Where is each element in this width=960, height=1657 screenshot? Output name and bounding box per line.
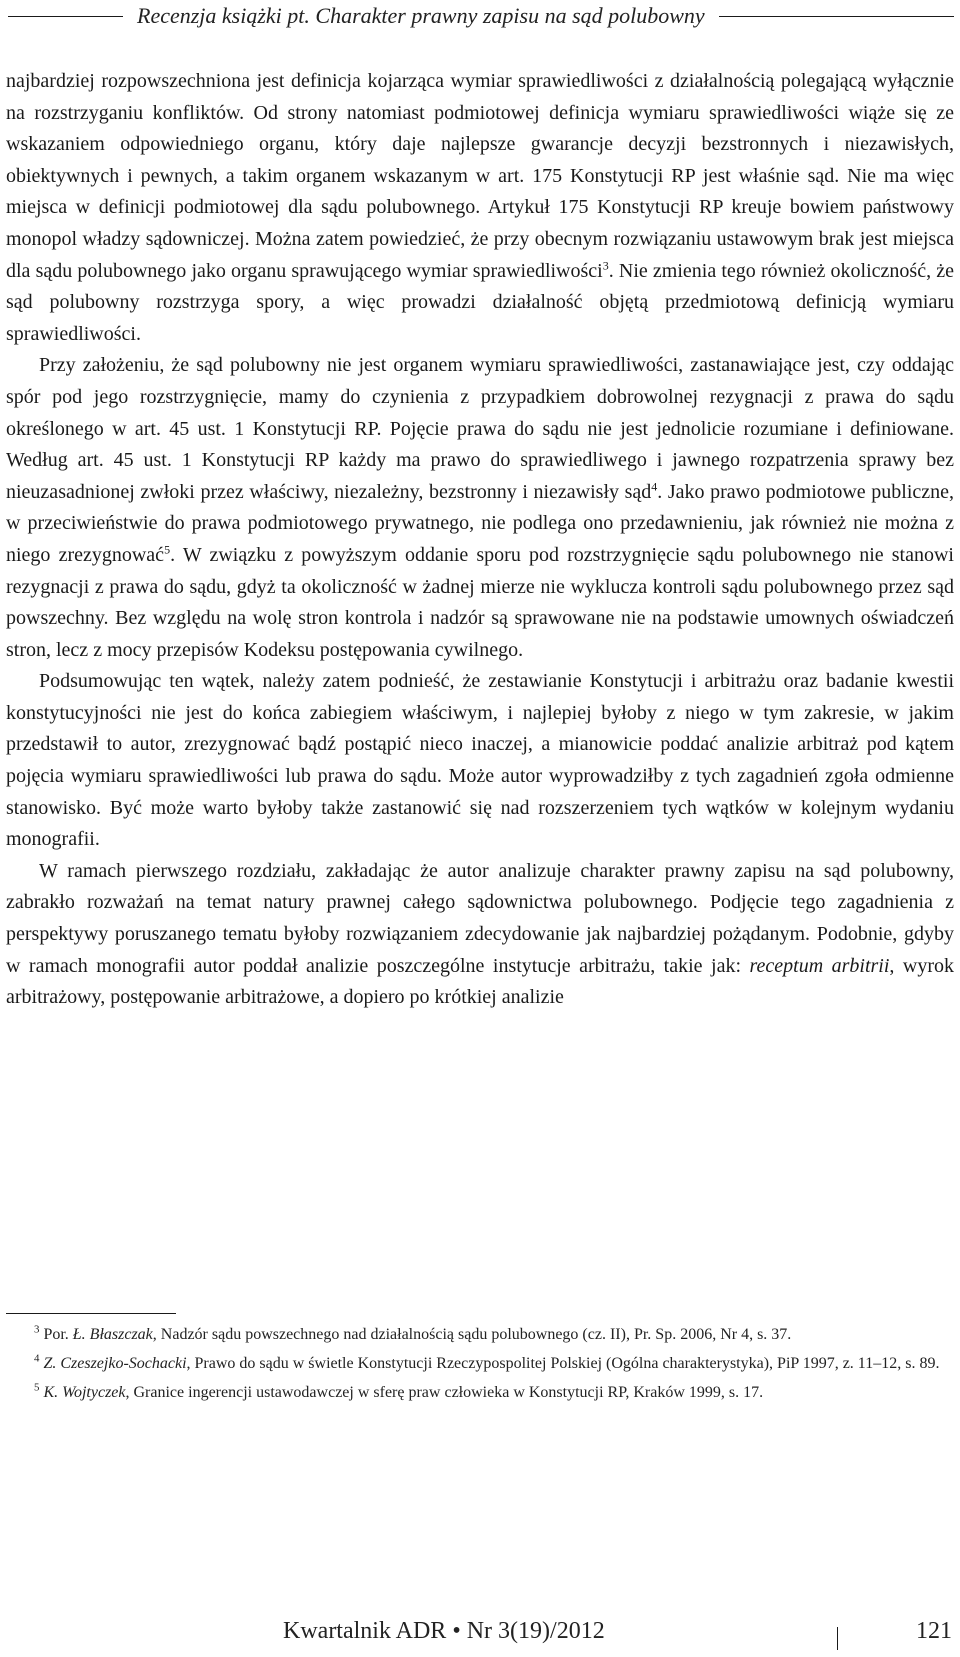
paragraph-4-text-a: W ramach pierwszego rozdziału, zakładając że autor analizuje charakter prawny zapisu na sąd polubowny, zabrakło rozważań na temat natury prawnej całego sądownictwa polubownego. Podjęcie tego zagadnienia z perspektywy poruszanego tematu byłoby rozwiązaniem zdecydowanie jak najbardziej pożądanym. Podobnie, gdyby w ramach monografii autor poddał analizie poszczególne instytucje arbitrażu, takie jak: [6,859,954,977]
footnote-ref-4[interactable]: 4 [651,479,658,494]
paragraph-2-text-c: . W związku z powyższym oddanie sporu pod rozstrzygnięcie sądu polubownego nie stanowi rezygnacji z prawa do sądu, gdyż ta okoliczność w żadnej mierze nie wyklucza kontroli sądu polubownego przez sąd powszechny. Bez względu na wolę stron kontrola i nadzór są sprawowane nie na podstawie umownych oświadczeń stron, lecz z mocy przepisów Kodeksu postępowania cywilnego. [6,543,954,661]
paragraph-4 [6,856,954,1014]
header-rule-left [8,16,123,17]
footnote-number: 5 [34,1381,40,1394]
running-title: Recenzja książki pt. Charakter prawny zapisu na sąd polubowny [137,3,705,28]
paragraph-1 [6,66,954,350]
body-text [6,66,954,1014]
paragraph-3 [6,666,954,856]
footnote-ref-5[interactable]: 5 [164,542,171,557]
footnote-citation: , Prawo do sądu w świetle Konstytucji Rzeczypospolitej Polskiej (Ogólna charakterystyka), PiP 1997, z. 11–12, s. 89. [186,1355,940,1372]
footnote-citation: , Nadzór sądu powszechnego nad działalnością sądu polubownego (cz. II), Pr. Sp. 2006, Nr 4, s. 37. [152,1326,792,1343]
footnote-author: Z. Czeszejko-Sochacki [43,1355,187,1372]
footnote-author: Ł. Błaszczak [72,1326,153,1343]
journal-footer: Kwartalnik ADR • Nr 3(19)/2012 [283,1618,605,1644]
running-header [0,0,960,32]
footer-divider [837,1627,838,1650]
paragraph-3-text: Podsumowując ten wątek, należy zatem podnieść, że zestawianie Konstytucji i arbitrażu oraz badanie kwestii konstytucyjności nie jest do końca zabiegiem właściwym, i najlepiej byłoby z niego w tym zakresie, w jakim przedstawił to autor, zrezygnować bądź postąpić nieco inaczej, a mianowicie poddać analizie arbitraż pod kątem pojęcia wymiaru sprawiedliwości lub prawa do sądu. Może autor wyprowadziłby z tych zagadnień zgoła odmienne stanowisko. Być może warto byłoby także zastanowić się nad rozszerzeniem tych wątków w kolejnym wydaniu monografii. [6,670,954,851]
header-rule-right [719,16,954,17]
footnote-ref-3[interactable]: 3 [602,257,609,272]
footnote-citation: , Granice ingerencji ustawodawczej w sferę praw człowieka w Konstytucji RP, Kraków 1999, s. 17. [125,1384,764,1401]
paragraph-2-text-a: Przy założeniu, że sąd polubowny nie jest organem wymiaru sprawiedliwości, zastanawiające jest, czy oddając spór pod jego rozstrzygnięcie, mamy do czynienia z przypadkiem dobrowolnej rezygnacji z prawa do sądu określonego w art. 45 ust. 1 Konstytucji RP. Pojęcie prawa do sądu nie jest jednolicie rozumiane i definiowane. Według art. 45 ust. 1 Konstytucji RP każdy ma prawo do sprawiedliwego i jawnego rozpatrzenia sprawy bez nieuzasadnionej zwłoki przez właściwy, niezależny, bezstronny i niezawisły sąd [6,354,954,503]
paragraph-1-text-b: . Nie zmienia tego również okoliczność, że sąd polubowny rozstrzyga spory, a więc prowadzi działalność objętą przedmiotową definicją wymiaru sprawiedliwości. [6,259,954,345]
paragraph-4-text-b: , wyrok arbitrażowy, postępowanie arbitrażowe, a dopiero po krótkiej analizie [6,954,954,1009]
footnotes [6,1323,954,1410]
paragraph-1-text-a: najbardziej rozpowszechniona jest definicja kojarząca wymiar sprawiedliwości z działalnością polegającą wyłącznie na rozstrzyganiu konfliktów. Od strony natomiast podmiotowej definicja wymiaru sprawiedliwości wiąże się ze wskazaniem odpowiedniego organu, który daje najlepsze gwarancje decyzji bezstronnych i niezawisłych, obiektywnych i pewnych, a takim organem wskazanym w art. 175 Konstytucji RP jest właśnie sąd. Nie ma więc miejsca w definicji podmiotowej dla sądu polubownego. Artykuł 175 Konstytucji RP kreuje bowiem państwowy monopol władzy sądowniczej. Można zatem powiedzieć, że przy obecnym rozwiązaniu ustawowym brak jest miejsca dla sądu polubownego jako organu sprawującego wymiar sprawiedliwości [6,70,954,282]
footnote-number: 3 [34,1323,40,1336]
page-number: 121 [916,1618,952,1644]
footnote-separator [6,1313,176,1314]
footnote-author: K. Wojtyczek [43,1384,126,1401]
footnote-number: 4 [34,1352,40,1365]
paragraph-2-text-b: . Jako prawo podmiotowe publiczne, w przeciwieństwie do prawa podmiotowego prywatnego, nie podlega ono przedawnieniu, jak również nie można z niego zrezygnować [6,480,954,566]
footnote-prefix: Por. [43,1326,73,1343]
paragraph-2 [6,350,954,666]
footnote-4 [6,1352,954,1376]
footnote-3 [6,1323,954,1347]
footnote-5 [6,1381,954,1405]
paragraph-4-italic-term: receptum arbitrii [749,954,890,977]
